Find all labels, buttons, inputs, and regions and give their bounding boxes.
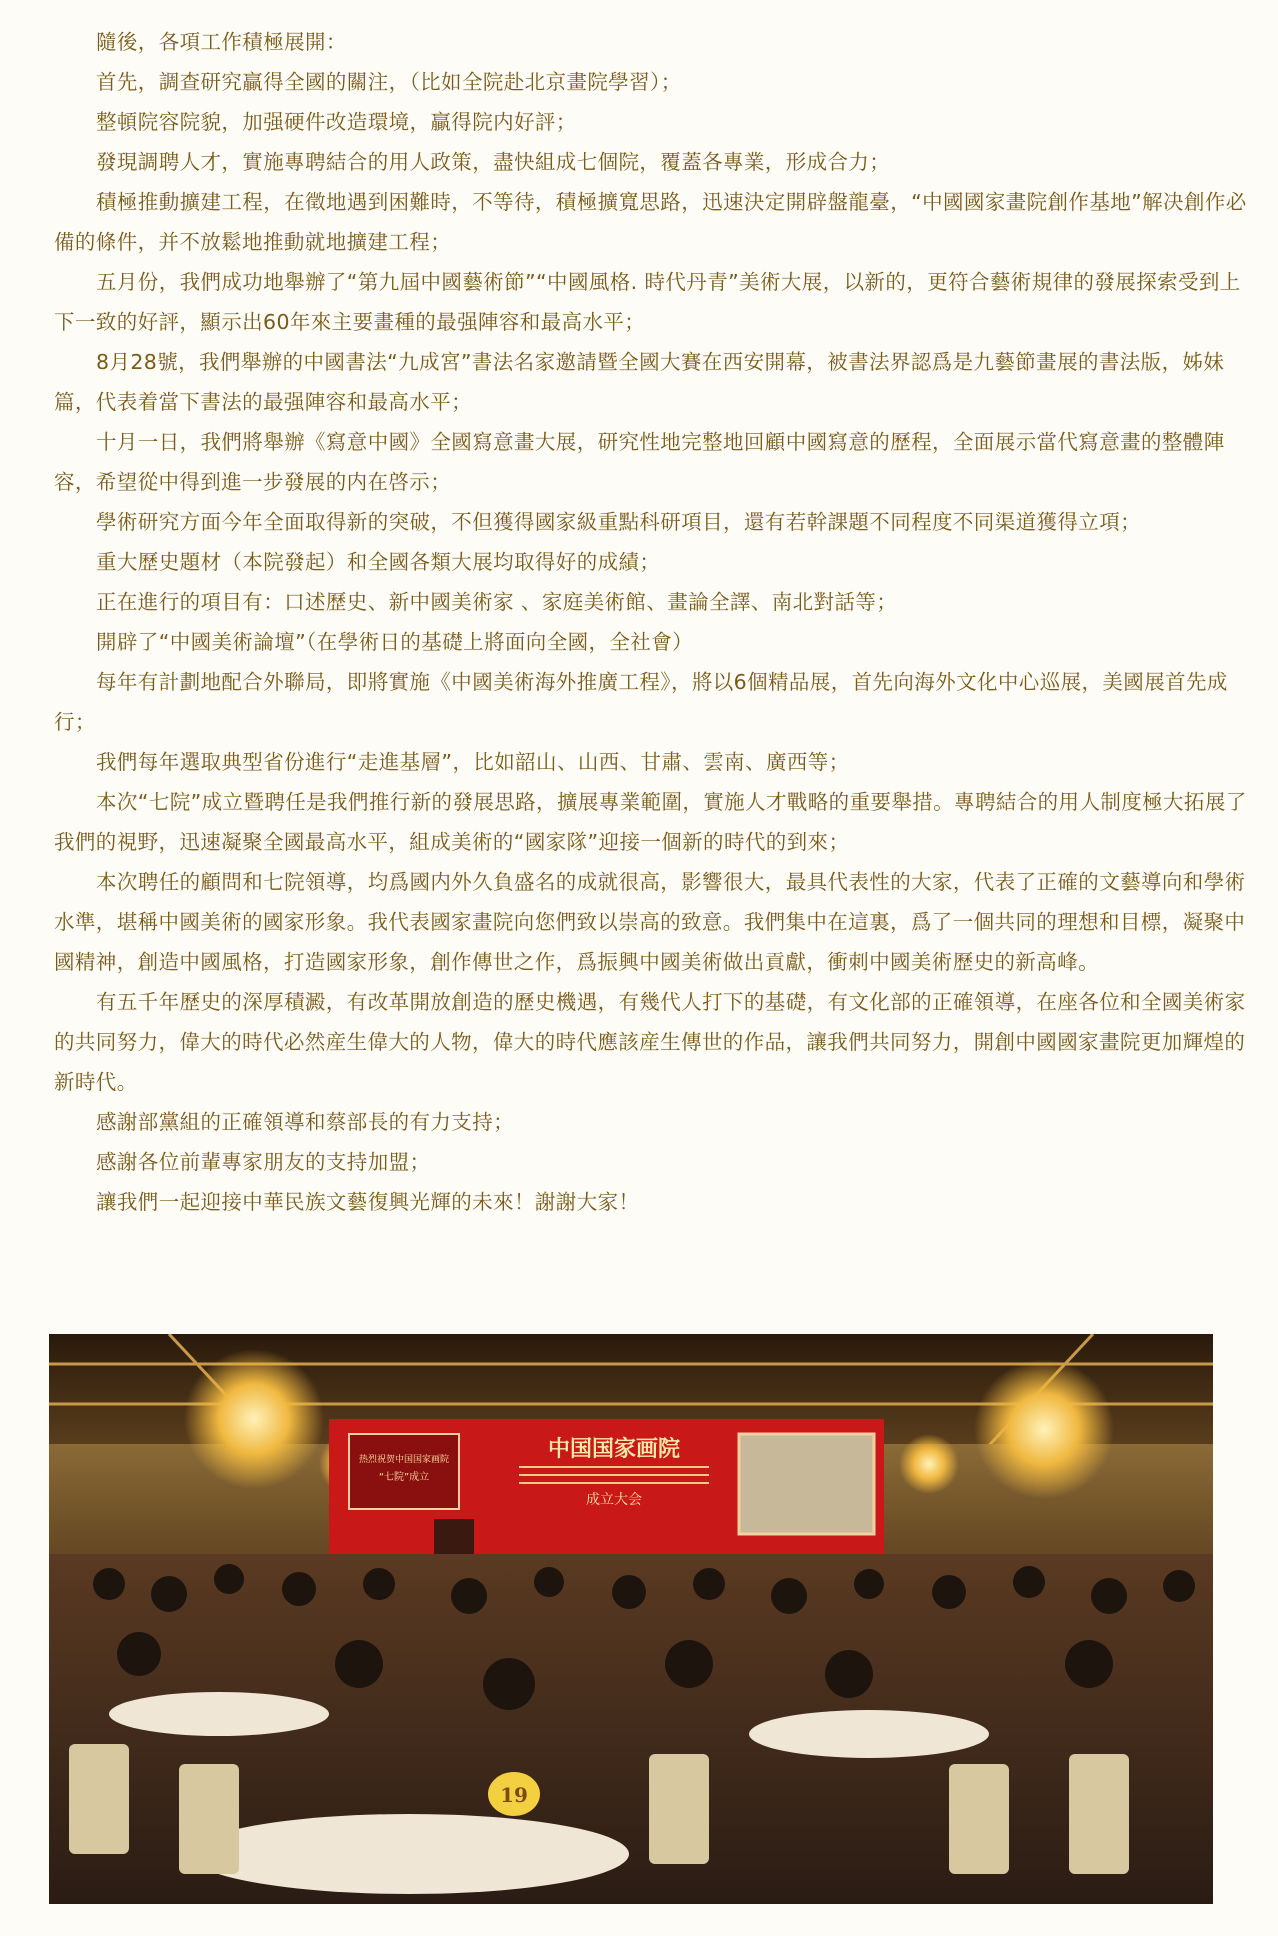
right-video-screen — [739, 1434, 874, 1534]
paragraph: 發現調聘人才，實施專聘結合的用人政策，盡快組成七個院，覆蓋各專業，形成合力； — [96, 150, 891, 174]
paragraph: 8月28號，我們舉辦的中國書法“九成宮”書法名家邀請暨全國大賽在西安開幕，被書法界認爲是九藝節畫展的書法版，姊妹篇，代表着當下書法的最强陣容和最高水平； — [54, 350, 1225, 414]
paragraph: 五月份，我們成功地舉辦了“第九屆中國藝術節”“中國風格. 時代丹青”美術大展，以新的，更符合藝術規律的發展探索受到上下一致的好評，顯示出60年來主要畫種的最强陣容和最高水平； — [54, 270, 1241, 334]
chandelier-right — [974, 1359, 1114, 1499]
banquet-hall-photo — [49, 1334, 1213, 1904]
paragraph: 十月一日，我們將舉辦《寫意中國》全國寫意畫大展，研究性地完整地回顧中國寫意的歷程，全面展示當代寫意畫的整體陣容，希望從中得到進一步發展的内在啓示； — [54, 430, 1225, 494]
paragraph: 每年有計劃地配合外聯局，即將實施《中國美術海外推廣工程》，將以6個精品展，首先向海外文化中心巡展，美國展首先成行； — [54, 670, 1228, 734]
paragraph: 本次“七院”成立暨聘任是我們推行新的發展思路，擴展專業範圍，實施人才戰略的重要舉措。專聘結合的用人制度極大拓展了我們的視野，迅速凝聚全國最高水平，組成美術的“國家隊”迎接一個新的時代的到來； — [54, 790, 1247, 854]
paragraph: 有五千年歷史的深厚積澱，有改革開放創造的歷史機遇，有幾代人打下的基礎，有文化部的正確領導，在座各位和全國美術家的共同努力，偉大的時代必然産生偉大的人物，偉大的時代應該産生傳世的作品，讓我們共同努力，開創中國國家畫院更加輝煌的新時代。 — [54, 990, 1246, 1094]
banner-title: 中国国家画院 — [547, 1436, 681, 1462]
paragraph: 重大歷史題材（本院發起）和全國各類大展均取得好的成績； — [96, 550, 661, 574]
left-screen-line2: “七院”成立 — [378, 1472, 430, 1483]
paragraph: 正在進行的項目有：口述歷史、新中國美術家 、家庭美術館、畫論全譯、南北對話等； — [96, 590, 898, 614]
banner-event: 成立大会 — [586, 1492, 642, 1508]
paragraph: 我們每年選取典型省份進行“走進基層”，比如韶山、山西、甘肅、雲南、廣西等； — [96, 750, 850, 774]
paragraph: 感謝各位前輩專家朋友的支持加盟； — [96, 1150, 431, 1174]
paragraph: 隨後，各項工作積極展開： — [96, 30, 347, 54]
paragraph: 整頓院容院貌，加强硬件改造環境，贏得院内好評； — [96, 110, 577, 134]
paragraph: 讓我們一起迎接中華民族文藝復興光輝的未來！謝謝大家！ — [96, 1190, 640, 1214]
chandelier-left — [184, 1349, 324, 1489]
banner-subtitle-lines — [519, 1466, 709, 1468]
paragraph: 積極推動擴建工程，在徵地遇到困難時，不等待，積極擴寬思路，迅速決定開辟盤龍臺，“中國國家畫院創作基地”解决創作必備的條件，并不放鬆地推動就地擴建工程； — [54, 190, 1247, 254]
paragraph: 開辟了“中國美術論壇”（在學術日的基礎上將面向全國，全社會） — [96, 630, 693, 654]
paragraph: 感謝部黨組的正確領導和蔡部長的有力支持； — [96, 1110, 514, 1134]
banner-subtitle-lines — [519, 1482, 709, 1484]
wall-light — [899, 1434, 959, 1494]
paragraph: 本次聘任的顧問和七院領導，均爲國内外久負盛名的成就很高，影響很大，最具代表性的大家，代表了正確的文藝導向和學術水準，堪稱中國美術的國家形象。我代表國家畫院向您們致以崇高的致意。我們集中在這裏，爲了一個共同的理想和目標，凝聚中國精神，創造中國風格，打造國家形象，創作傳世之作，爲振興中國美術做出貢獻，衝刺中國美術歷史的新高峰。 — [54, 870, 1246, 974]
paragraph: 學術研究方面今年全面取得新的突破，不但獲得國家級重點科研項目，還有若幹課題不同程度不同渠道獲得立項； — [96, 510, 1141, 534]
paragraph: 首先，調查研究贏得全國的關注，（比如全院赴北京畫院學習）； — [96, 70, 682, 94]
left-screen-line1: 热烈祝贺中国国家画院 — [358, 1455, 450, 1465]
banner-subtitle-lines — [519, 1474, 709, 1476]
speech-text — [54, 22, 1250, 1222]
table-number: 19 — [500, 1783, 528, 1807]
